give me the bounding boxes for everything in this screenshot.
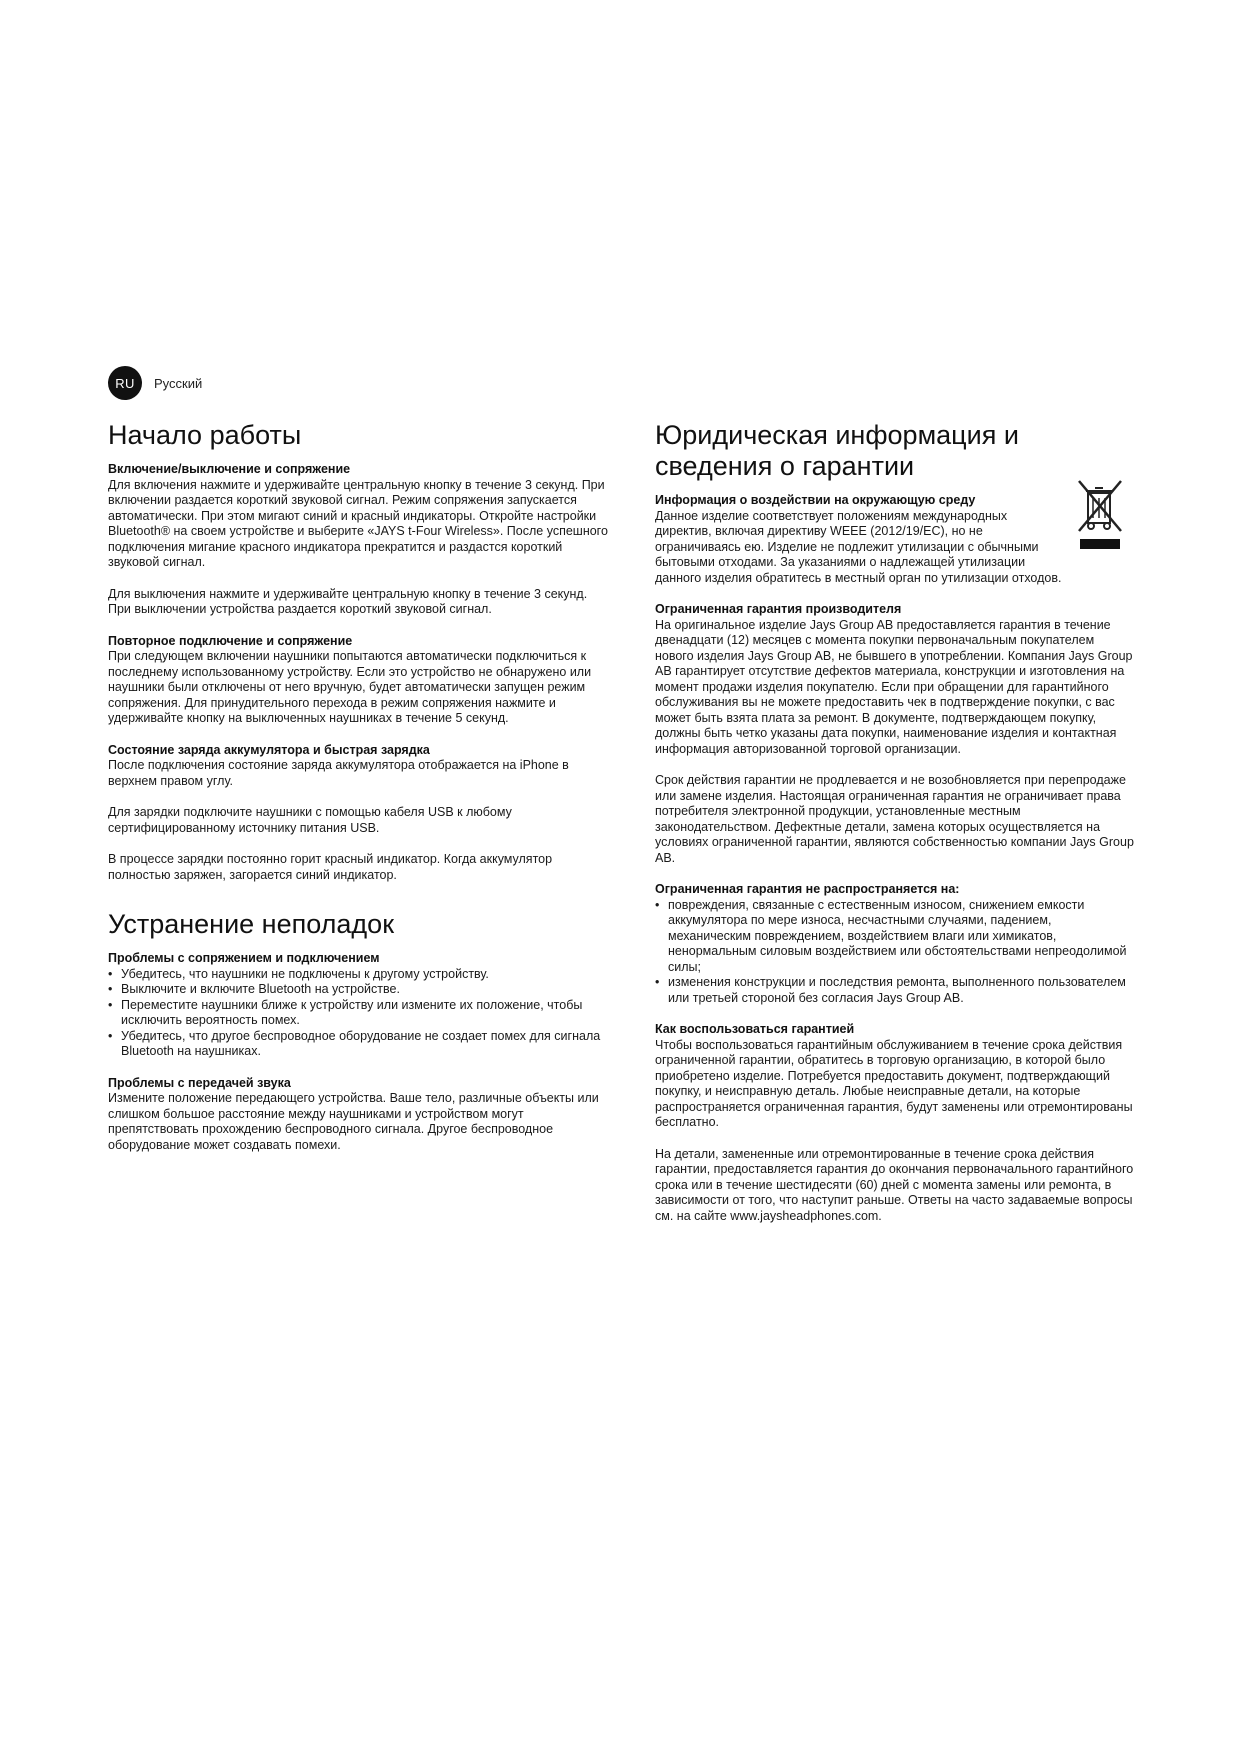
environment-section: [655, 493, 1135, 586]
list-item: • Выключите и включите Bluetooth на устройстве.: [108, 982, 608, 998]
audio-problems-heading: Проблемы с передачей звука: [108, 1075, 291, 1090]
warranty-section: [655, 602, 1135, 866]
battery-text-indicator: В процессе зарядки постоянно горит красный индикатор. Когда аккумулятор полностью заряжен, загорается синий индикатор.: [108, 852, 553, 882]
power-text-off: Для выключения нажмите и удерживайте центральную кнопку в течение 3 секунд. При выключении устройства раздается короткий звуковой сигнал.: [108, 586, 588, 616]
howto-section: [655, 1022, 1135, 1224]
reconnect-heading: Повторное подключение и сопряжение: [108, 633, 353, 648]
reconnect-text: При следующем включении наушники попытаются автоматически подключиться к последнему использованному устройству. Если это устройство не обнаружено или наушники были отключены от него вручную, будет автоматически запущен режим сопряжения. Для принудительного перехода в режим сопряжения нажмите и удерживайте кнопку на выключенных наушниках в течение 5 секунд.: [108, 649, 592, 725]
getting-started-title: Начало работы: [108, 420, 302, 450]
power-heading: Включение/выключение и сопряжение: [108, 462, 351, 476]
list-item: • изменения конструкции и последствия ремонта, выполненного пользователем или третьей стороной без согласия Jays Group AB.: [655, 975, 1135, 1006]
language-badge: RU: [108, 366, 142, 400]
howto-text-replaced-parts: На детали, замененные или отремонтированные в течение срока действия гарантии, предоставляется гарантия до окончания первоначального гарантийного срока или в течение шестидесяти (60) дней с момента замены или ремонта, в зависимости от того, что наступит раньше. Ответы на часто задаваемые вопросы см. на сайте www.jaysheadphones.com.: [655, 1146, 1134, 1223]
environment-text: Данное изделие соответствует положениям международных директив, включая директиву WEEE (2012/19/EC), но не ограничиваясь ею. Изделие не подлежит утилизации с обычными бытовыми отходами. За указаниями о надлежащей утилизации данного изделия обратитесь в местный орган по утилизации отходов.: [655, 508, 1062, 585]
pairing-problems-list: [108, 967, 608, 1060]
battery-section: [108, 743, 608, 884]
environment-heading: Информация о воздействии на окружающую среду: [655, 493, 976, 507]
list-item: • Переместите наушники ближе к устройству или измените их положение, чтобы исключить вероятность помех.: [108, 998, 608, 1029]
language-name: Русский: [154, 375, 203, 391]
left-column: [108, 420, 608, 1169]
audio-problems-section: [108, 1076, 608, 1154]
howto-heading: Как воспользоваться гарантией: [655, 1022, 855, 1036]
battery-text-charge: Для зарядки подключите наушники с помощью кабеля USB к любому сертифицированному источнику питания USB.: [108, 805, 512, 835]
legal-warranty-title: Юридическая информация и сведения о гарантии: [655, 420, 1019, 481]
warranty-text-terms: На оригинальное изделие Jays Group AB предоставляется гарантия в течение двенадцати (12) месяцев с момента покупки первоначальным покупателем нового изделия Jays Group AB, не бывшего в употреблении. Компания Jays Group AB гарантирует отсутствие дефектов материала, конструкции и изготовления на момент продажи изделия покупателю. Если при обращении для гарантийного обслуживания вы не можете предоставить чек в подтверждение покупки, с вас может быть взята плата за ремонт. В документе, подтверждающем покупку, должны быть четко указаны дата покупки, наименование изделия и контактная информация авторизованной торговой организации.: [655, 617, 1133, 756]
power-text-on: Для включения нажмите и удерживайте центральную кнопку в течение 3 секунд. При включении раздается короткий звуковой сигнал. Режим сопряжения запускается автоматически. При этом мигают синий и красный индикаторы. Откройте настройки Bluetooth® на своем устройстве и выберите «JAYS t-Four Wireless». После успешного подключения мигание красного индикатора прекратится и раздастся короткий звуковой сигнал.: [108, 477, 608, 569]
warranty-heading: Ограниченная гарантия производителя: [655, 602, 902, 616]
language-header: [108, 366, 202, 400]
exclusions-heading: Ограниченная гарантия не распространяется на:: [655, 882, 960, 896]
list-item: • Убедитесь, что наушники не подключены к другому устройству.: [108, 967, 608, 983]
power-section: [108, 462, 608, 618]
battery-heading: Состояние заряда аккумулятора и быстрая зарядка: [108, 742, 430, 757]
right-column: [655, 420, 1135, 1240]
pairing-problems-section: [108, 951, 608, 1060]
pairing-problems-heading: Проблемы с сопряжением и подключением: [108, 951, 380, 965]
exclusions-list: [655, 898, 1135, 1007]
list-item: • повреждения, связанные с естественным износом, снижением емкости аккумулятора по мере износа, несчастными случаями, падением, механическим повреждением, воздействием влаги или химикатов, ненормальным силовым воздействием или обстоятельствами непреодолимой силы;: [655, 898, 1135, 976]
howto-text-service: Чтобы воспользоваться гарантийным обслуживанием в течение срока действия ограниченной гарантии, обратитесь в торговую организацию, в которой было приобретено изделие. Потребуется предоставить документ, подтверждающий покупку, и неисправную деталь. Любые неисправные детали, на которые распространяется ограниченная гарантия, будут заменены или отремонтированы бесплатно.: [655, 1037, 1133, 1129]
list-item: • Убедитесь, что другое беспроводное оборудование не создает помех для сигнала Bluetooth на наушниках.: [108, 1029, 608, 1060]
battery-text-status: После подключения состояние заряда аккумулятора отображается на iPhone в верхнем правом углу.: [108, 758, 569, 788]
exclusions-section: [655, 882, 1135, 1006]
warranty-text-validity: Срок действия гарантии не продлевается и не возобновляется при перепродаже или замене изделия. Настоящая ограниченная гарантия не ограничивает права потребителя электронной продукции, установленные местным законодательством. Дефектные детали, замена которых осуществляется на условиях ограниченной гарантии, являются собственностью компании Jays Group AB.: [655, 773, 1134, 865]
audio-problems-text: Измените положение передающего устройства. Ваше тело, различные объекты или слишком большое расстояние между наушниками и устройством могут препятствовать прохождению беспроводного сигнала. Другое беспроводное оборудование может создавать помехи.: [108, 1091, 599, 1152]
reconnect-section: [108, 634, 608, 727]
crossed-out-wheelie-bin-icon: [1076, 478, 1124, 550]
troubleshooting-title: Устранение неполадок: [108, 909, 395, 939]
